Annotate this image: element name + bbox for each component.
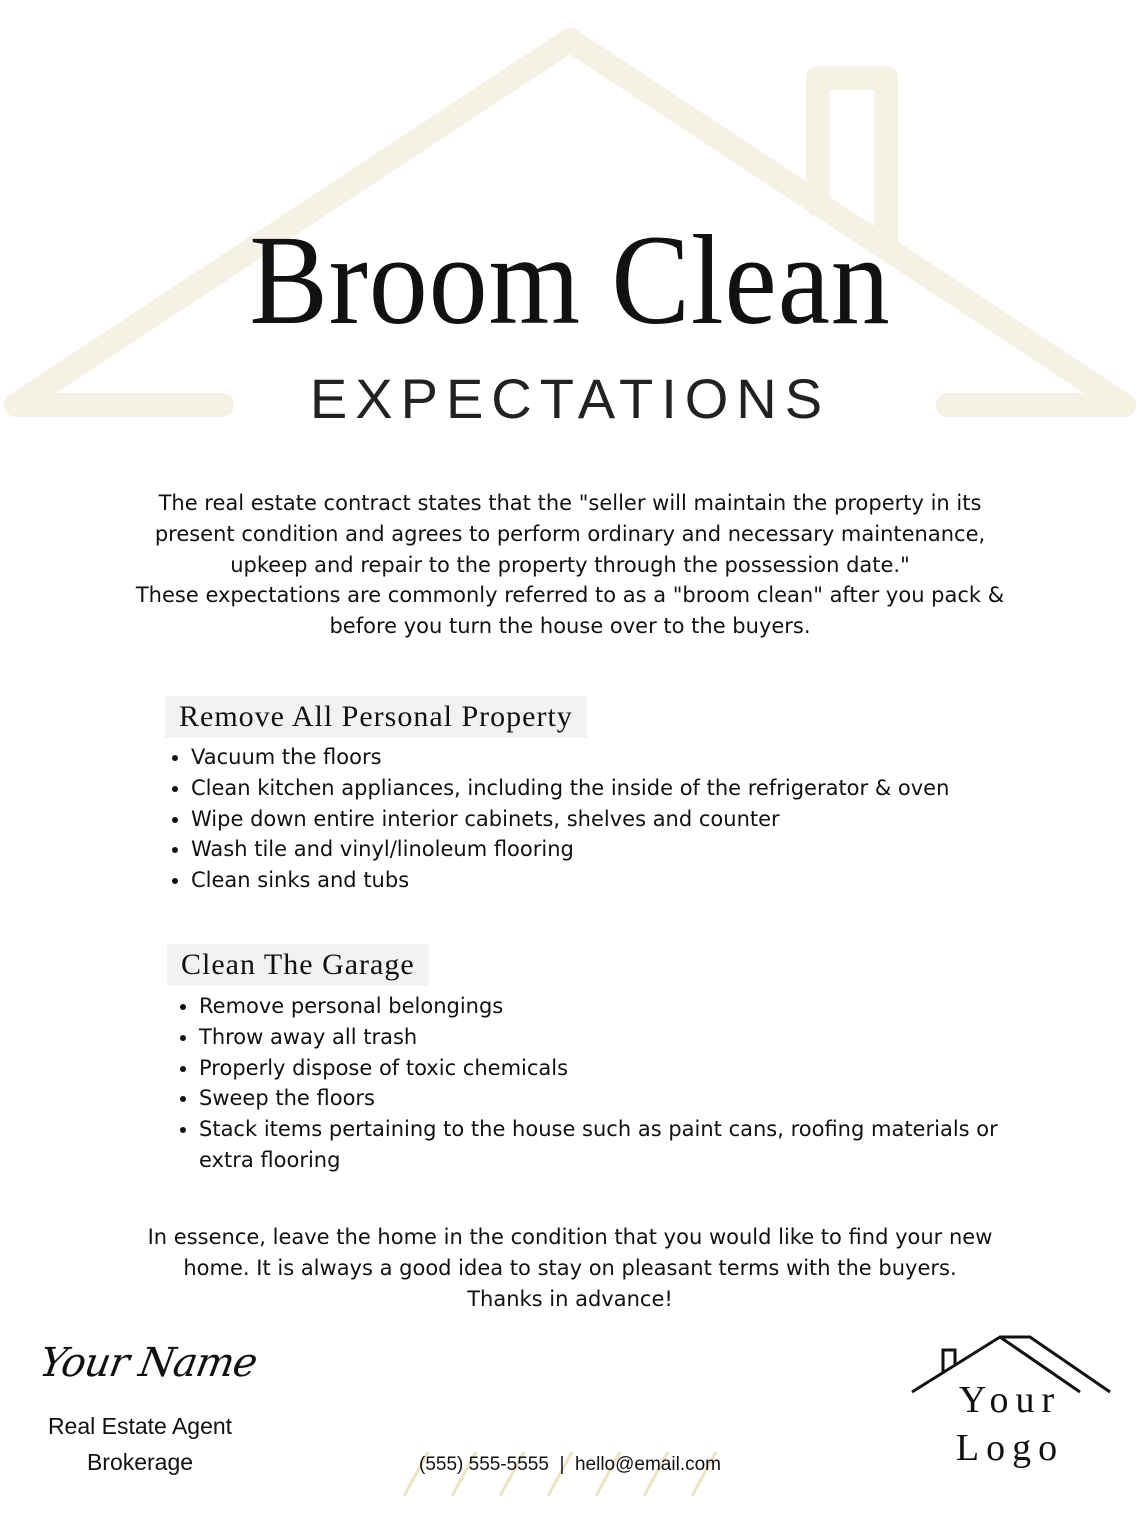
logo-text-line1: Your [958,1379,1062,1421]
closing-paragraph: In essence, leave the home in the condition that you would like to find your new home. It is always a good idea to stay on pleasant terms with the buyers. [147,1225,993,1280]
list-item: • Stack items pertaining to the house such as paint cans, roofing materials or extra flooring [199,1114,1029,1176]
signature: Your Name [35,1340,261,1386]
logo-text-line2: Logo [955,1427,1065,1469]
intro-paragraph: The real estate contract states that the "seller will maintain the property in its present condition and agrees to perform ordinary and necessary maintenance, upkeep and repair to the property through the possession date." [154,491,986,577]
list-item: • Wash tile and vinyl/linoleum flooring [191,834,1051,865]
agent-role: Real Estate Agent [47,1413,233,1439]
contact-info: (555) 555-5555 | hello@email.com [419,1454,721,1475]
list-item: • Properly dispose of toxic chemicals [199,1053,1029,1084]
list-item: • Clean kitchen appliances, including the inside of the refrigerator & oven [191,773,1051,804]
page-subtitle: EXPECTATIONS [309,367,831,430]
intro-paragraph: These expectations are commonly referred to as a "broom clean" after you pack & before you turn the house over to the buyers. [135,583,1005,639]
list-item: • Vacuum the floors [191,742,1051,773]
list-item: • Sweep the floors [199,1083,1029,1114]
closing-thanks: Thanks in advance! [467,1286,673,1311]
intro-text [120,488,1020,642]
brokerage: Brokerage [86,1449,194,1475]
personal-property-list [163,742,1051,896]
closing-text [120,1222,1020,1314]
section-heading-garage: Clean The Garage [167,944,429,986]
list-item: • Remove personal belongings [199,991,1029,1022]
page-title: Broom Clean [249,209,891,351]
list-item: • Wipe down entire interior cabinets, shelves and counter [191,804,1051,835]
section-heading-personal-property: Remove All Personal Property [165,696,587,738]
list-item: • Clean sinks and tubs [191,865,1051,896]
garage-list [171,991,1029,1176]
list-item: • Throw away all trash [199,1022,1029,1053]
